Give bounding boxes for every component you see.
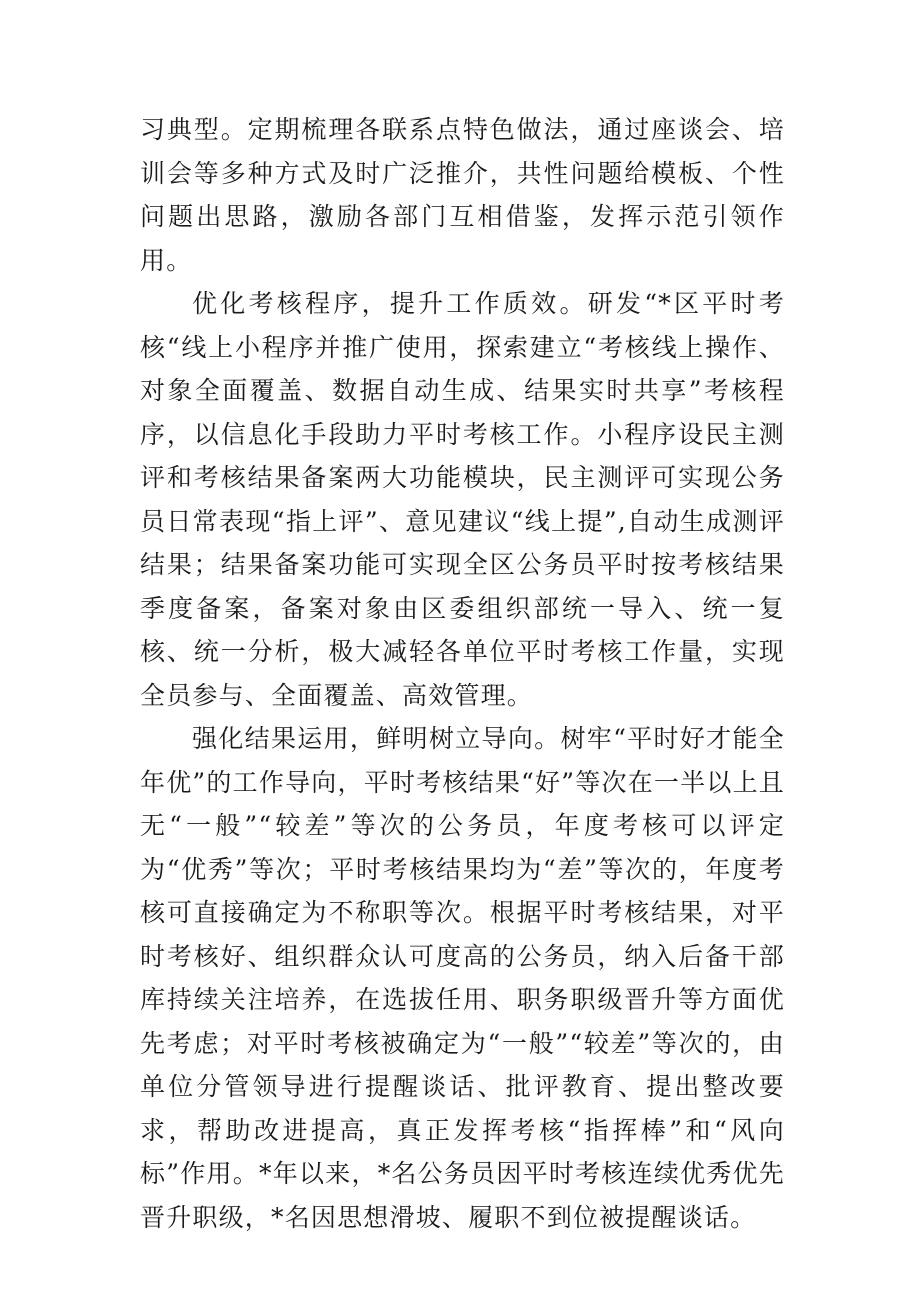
paragraph-1: 习典型。定期梳理各联系点特色做法，通过座谈会、培训会等多种方式及时广泛推介，共性问题给模板、个性问题出思路，激励各部门互相借鉴，发挥示范引领作用。 xyxy=(140,115,785,275)
paragraph-3: 强化结果运用，鲜明树立导向。树牢“平时好才能全年优”的工作导向，平时考核结果“好”等次在一半以上且无“一般”“较差”等次的公务员，年度考核可以评定为“优秀”等次；平时考核结果均为“差”等次的，年度考核可直接确定为不称职等次。根据平时考核结果，对平时考核好、组织群众认可度高的公务员，纳入后备干部库持续关注培养，在选拔任用、职务职级晋升等方面优先考虑；对平时考核被确定为“一般”“较差”等次的，由单位分管领导进行提醒谈话、批评教育、提出整改要求，帮助改进提高，真正发挥考核“指挥棒”和“风向标”作用。*年以来，*名公务员因平时考核连续优秀优先晋升职级，*名因思想滑坡、履职不到位被提醒谈话。 xyxy=(140,724,785,1232)
paragraph-2: 优化考核程序，提升工作质效。研发“*区平时考核“线上小程序并推广使用，探索建立“考核线上操作、对象全面覆盖、数据自动生成、结果实时共享”考核程序，以信息化手段助力平时考核工作。小程序设民主测评和考核结果备案两大功能模块，民主测评可实现公务员日常表现“指上评”、意见建议“线上提”,自动生成测评结果；结果备案功能可实现全区公务员平时按考核结果季度备案，备案对象由区委组织部统一导入、统一复核、统一分析，极大减轻各单位平时考核工作量，实现全员参与、全面覆盖、高效管理。 xyxy=(140,289,785,710)
document-body xyxy=(140,108,785,1239)
